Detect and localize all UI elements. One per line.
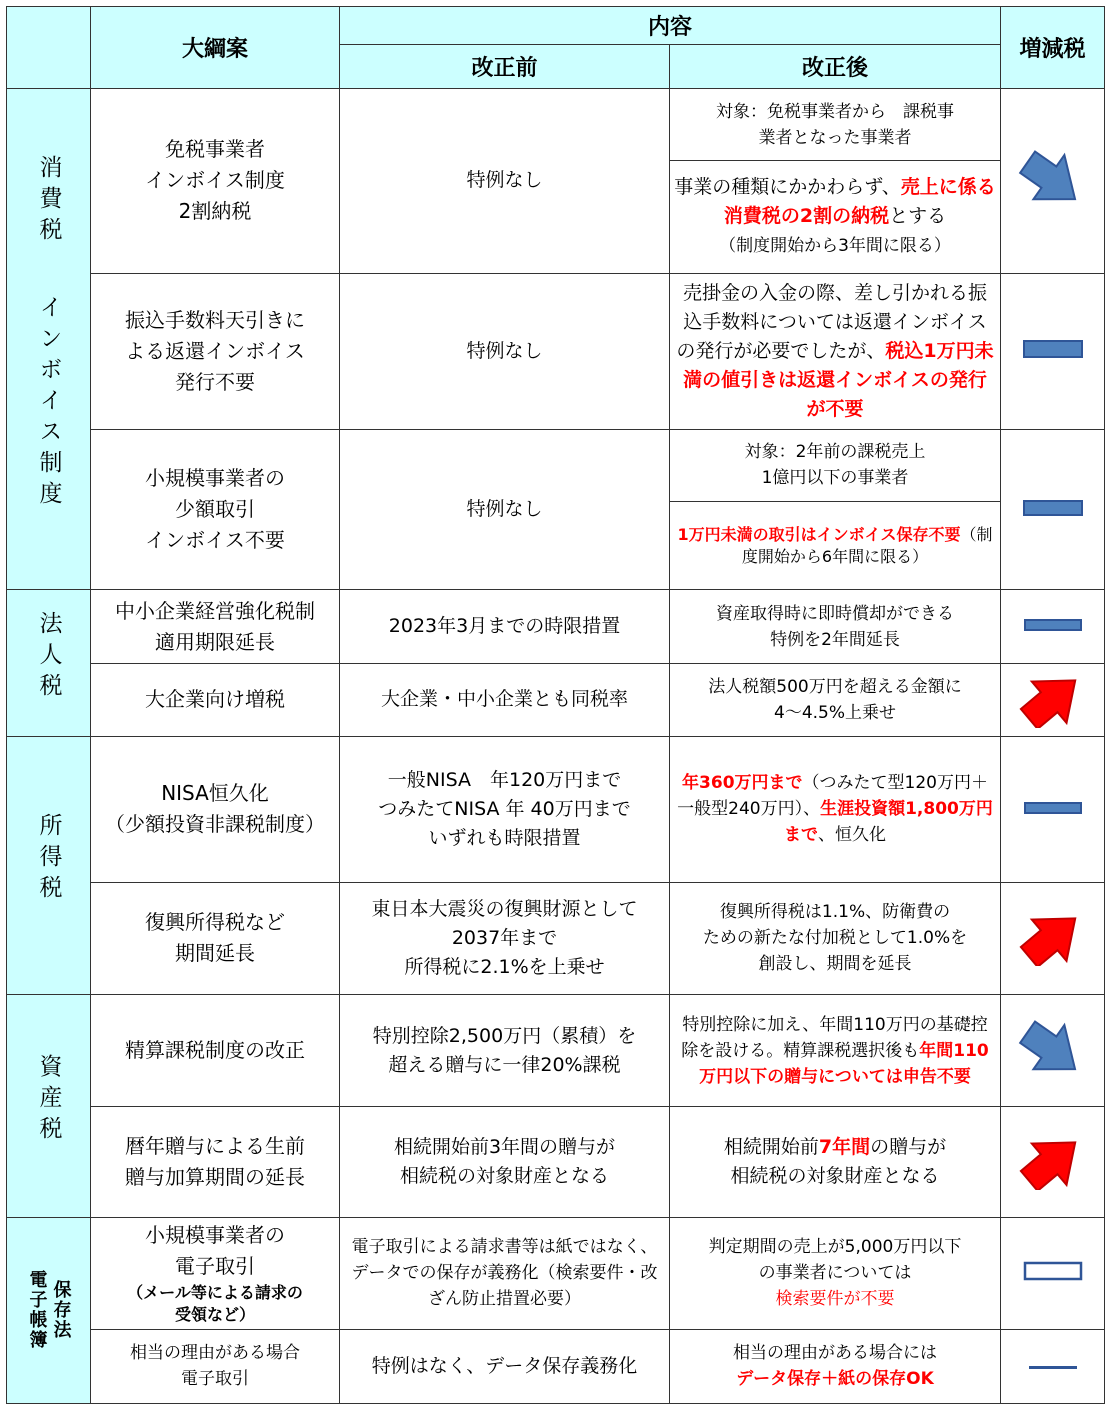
header-after: 改正後 [670,45,1001,89]
header-change: 増減税 [1001,7,1105,89]
category-income-label: 所得税 [35,813,62,907]
dash-blue-icon [1024,618,1082,632]
before-cell [340,273,670,429]
topic-text: 暦年贈与による生前 贈与加算期間の延長 [125,1133,305,1189]
category-asset-label: 資産税 [35,1053,62,1147]
after-text-1: （つみたて型120万円＋一般型240万円）、 [677,773,988,820]
after-text-1: 事業の種類にかかわらず、 [674,176,901,199]
topic-text: 精算課税制度の改正 [125,1038,305,1063]
after-cell [670,502,1001,590]
after-text-1: 相続開始前 [723,1135,819,1158]
arrow-up-right-red-icon [1018,906,1088,966]
after-cell [670,882,1001,994]
after-text: 復興所得税は1.1%、防衛費の ための新たな付加税として1.0%を 創設し、期間を延長 [702,902,968,975]
before-cell [340,1329,670,1403]
after-cell [670,1107,1001,1217]
category-consumption-invoice [7,89,91,590]
before-cell [340,736,670,882]
before-text: 電子取引による請求書等は紙ではなく、データでの保存が義務化（検索要件・改ざん防止措置必要） [351,1237,658,1310]
topic-text: 相当の理由がある場合 電子取引 [130,1343,300,1390]
after-highlight: 税込1万円未満の値引きは返還インボイスの発行が不要 [683,339,994,420]
arrow-down-right-blue-icon [1018,1019,1088,1079]
category-asset [7,995,91,1217]
topic-cell [91,882,340,994]
category-corporate [7,590,91,736]
after-cell [670,273,1001,429]
before-text: 一般NISA 年120万円まで つみたてNISA 年 40万円まで いずれも時限措置 [378,768,631,849]
category-ebook-label-b: 保存法 [50,1280,72,1341]
after-cell [670,1217,1001,1329]
before-cell [340,429,670,589]
topic-text: 中小企業経営強化税制 適用期限延長 [115,598,315,654]
after-note: （制度開始から3年間に限る） [719,236,951,257]
change-cell [1001,1217,1105,1329]
change-cell [1001,1107,1105,1217]
change-cell [1001,429,1105,589]
arrow-down-right-blue-icon [1018,149,1088,209]
after-cell [670,736,1001,882]
dash-outline-icon [1023,1260,1083,1282]
category-invoice-label: インボイス制度 [35,295,62,513]
topic-cell [91,1217,340,1329]
topic-cell [91,429,340,589]
after-highlight: 検索要件が不要 [775,1289,895,1310]
before-text: 特例なし [466,339,543,362]
topic-text: 大企業向け増税 [145,687,285,712]
topic-cell [91,736,340,882]
change-cell [1001,882,1105,994]
topic-text: 小規模事業者の 少額取引 インボイス不要 [145,466,285,553]
arrow-up-right-red-icon [1018,1130,1088,1190]
category-income [7,736,91,995]
change-cell [1001,664,1105,736]
after-highlight: 売上に係る消費税の2割の納税 [723,176,996,228]
after-target-text: 対象：免税事業者から 課税事 業者となった事業者 [716,101,954,148]
category-ebook-label-a: 電子帳簿 [26,1270,48,1351]
after-cell [670,161,1001,273]
after-text-2: 、恒久化 [818,825,886,846]
before-text: 相続開始前3年間の贈与が 相続税の対象財産となる [393,1135,616,1187]
header-outline: 大綱案 [91,7,340,89]
header-before: 改正前 [340,45,670,89]
after-text-1: 特別控除に加え、年間110万円の基礎控除を設ける。精算課税選択後も [681,1014,988,1061]
after-text-1: 相当の理由がある場合には [733,1343,937,1364]
dash-blue-icon [1024,801,1082,815]
topic-cell [91,995,340,1107]
header-contents: 内容 [340,7,1001,45]
dash-blue-icon [1023,338,1083,360]
before-cell [340,89,670,273]
after-highlight: データ保存＋紙の保存OK [736,1369,934,1390]
arrow-up-right-red-icon [1018,668,1088,728]
before-text: 2023年3月までの時限措置 [388,615,621,638]
topic-cell [91,1107,340,1217]
change-cell [1001,590,1105,664]
before-text: 大企業・中小企業とも同税率 [380,688,628,711]
category-ebook-label [11,1270,86,1350]
before-cell [340,590,670,664]
header-blank [7,7,91,89]
before-text: 東日本大震災の復興財源として 2037年まで 所得税に2.1%を上乗せ [371,897,638,978]
after-text-2: の贈与が 相続税の対象財産となる [730,1135,947,1187]
dash-line-icon [1028,1364,1078,1372]
after-highlight: 年間110万円以下の贈与については申告不要 [699,1040,989,1087]
before-cell [340,882,670,994]
after-highlight: 1万円未満の取引はインボイス保存不要 [677,524,961,544]
topic-text: 小規模事業者の 電子取引 [145,1223,285,1279]
topic-text: NISA恒久化 （少額投資非課税制度） [105,781,325,837]
topic-cell [91,590,340,664]
after-cell [670,995,1001,1107]
after-highlight: 7年間 [818,1135,871,1158]
before-text: 特別控除2,500万円（累積）を 超える贈与に一律20%課税 [372,1024,637,1076]
after-text-1: 判定期間の売上が5,000万円以下 の事業者については [708,1237,962,1284]
after-cell [670,664,1001,736]
topic-cell [91,1329,340,1403]
before-text: 特例なし [466,169,543,192]
after-target-cell [670,429,1001,501]
change-cell [1001,89,1105,273]
before-cell [340,995,670,1107]
topic-cell [91,664,340,736]
before-cell [340,664,670,736]
after-highlight-1: 年360万円まで [682,773,803,794]
category-ebook [7,1217,91,1403]
after-cell [670,590,1001,664]
topic-cell [91,273,340,429]
dash-blue-icon [1023,499,1083,517]
after-highlight-2: 生涯投資額1,800万円まで [784,799,993,846]
after-cell [670,1329,1001,1403]
category-corporate-label: 法人税 [35,610,62,704]
after-text: 法人税額500万円を超える金額に 4～4.5%上乗せ [708,676,962,723]
change-cell [1001,736,1105,882]
change-cell [1001,273,1105,429]
topic-text: 振込手数料天引きに よる返還インボイス 発行不要 [125,307,305,394]
topic-text: 復興所得税など 期間延長 [145,910,285,966]
before-cell [340,1107,670,1217]
category-consumption-label: 消費税 [35,155,62,249]
change-cell [1001,995,1105,1107]
before-text: 特例なし [466,498,543,521]
after-target-text: 対象：2年前の課税売上 1億円以下の事業者 [744,442,926,489]
after-text: 資産取得時に即時償却ができる 特例を2年間延長 [716,603,954,650]
change-cell [1001,1329,1105,1403]
topic-cell [91,89,340,273]
before-text: 特例はなく、データ保存義務化 [371,1354,638,1377]
before-cell [340,1217,670,1329]
after-text-2: とする [889,205,947,228]
tax-reform-table [6,6,1105,1404]
after-target-cell [670,89,1001,161]
after-note: （制度開始から6年間に限る） [741,524,993,566]
topic-text: 免税事業者 インボイス制度 2割納税 [145,137,285,224]
topic-note: （メール等による請求の 受領など） [127,1283,303,1325]
after-text-1: 売掛金の入金の際、差し引かれる振込手数料については返還インボイスの発行が必要でしたが、 [676,281,988,362]
